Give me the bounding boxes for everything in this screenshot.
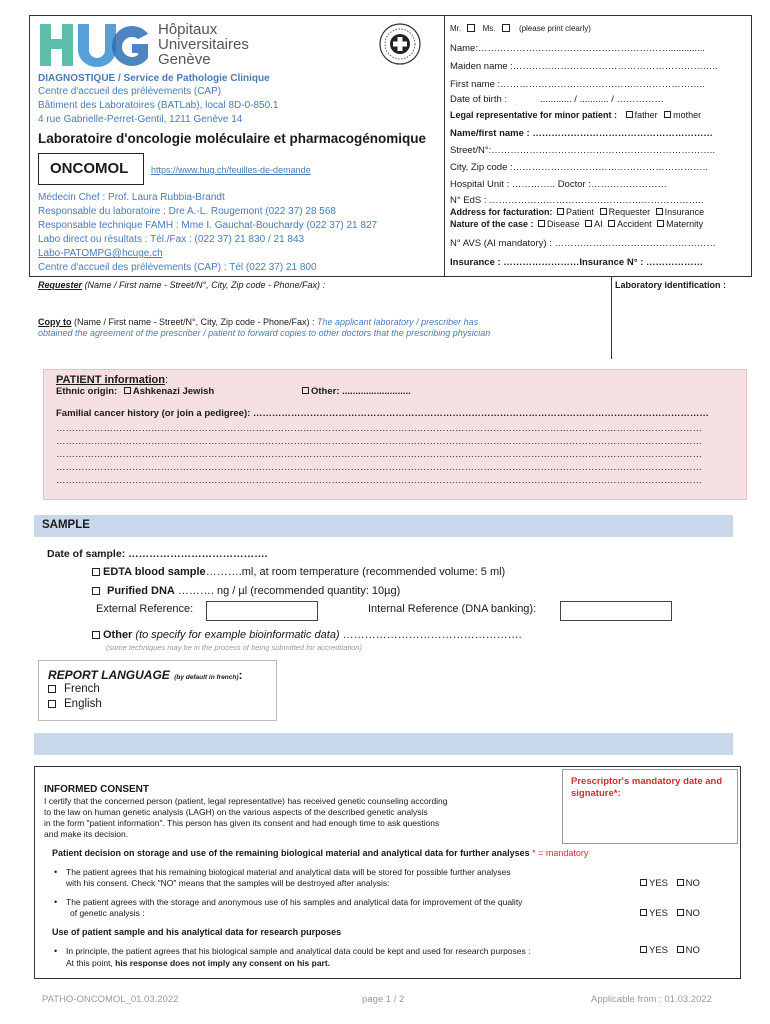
ms-label: Ms.: [482, 24, 496, 33]
other-origin-row: [302, 387, 411, 397]
eds-field[interactable]: N° EdS : …………………………………………………………..: [450, 195, 704, 206]
fact-requester-label: Requester: [608, 207, 651, 217]
resp-tech: Responsable technique FAMH : Mme I. Gauchat-Bouchardy (022 37) 21 827: [38, 220, 378, 231]
bullet: •: [54, 867, 58, 877]
decision-row: [52, 849, 588, 858]
facturation-row: [450, 208, 704, 217]
mr-checkbox[interactable]: [467, 24, 475, 32]
int-ref-label: Internal Reference (DNA banking):: [368, 603, 537, 615]
other-sample-checkbox[interactable]: [92, 631, 100, 639]
other-sample-label: Other: [103, 629, 133, 641]
print-note: (please print clearly): [518, 24, 591, 33]
bullet3-line2: [66, 959, 330, 968]
resp-lab: Responsable du laboratoire : Dre A.-L. Rougemont (022 37) 28 568: [38, 206, 336, 217]
dna-checkbox[interactable]: [92, 587, 100, 595]
english-option: [48, 699, 102, 711]
ms-checkbox[interactable]: [502, 24, 510, 32]
accreditation-note: (some techniques may be in the process of being submitted for accreditation): [106, 643, 362, 652]
no-label: NO: [685, 908, 700, 919]
footer-center: page 1 / 2: [362, 994, 405, 1005]
no-label: NO: [685, 878, 700, 889]
other-sample-text: (to specify for example bioinformatic data): [132, 629, 340, 641]
english-checkbox[interactable]: [48, 700, 56, 708]
address-line-3: 4 rue Gabrielle-Perret-Gentil, 1211 Genève 14: [38, 114, 243, 125]
dot-line[interactable]: ……………………………………………………………………………………………………………………………………………………………………………………: [56, 475, 702, 486]
other-origin-field[interactable]: Other: ..........................: [311, 386, 411, 397]
maiden-name-field[interactable]: Maiden name :………………………………………………………..: [450, 61, 718, 72]
copy-note-1: The applicant laboratory / prescriber has: [317, 317, 479, 327]
bullet2-choice: [640, 909, 700, 919]
familial-history-block: [56, 409, 736, 489]
bullet2-line2: of genetic analysis :: [70, 908, 145, 918]
copy-note-2: obtained the agreement of the prescriber / patient to forward copies to other doctors that the prescribing physician: [38, 328, 491, 338]
consent-p3: in the form "patient information". This person has given its consent and had enough time to ask questions: [44, 818, 440, 828]
ethnic-label: Ethnic origin:: [56, 386, 118, 397]
familial-history-field[interactable]: Familial cancer history (or join a pedigree): ………………………………………………………………………………………………………………………………: [56, 409, 709, 419]
case-ai-label: AI: [594, 219, 603, 229]
report-default-note: (by default in french): [174, 674, 239, 681]
copy-to-label: Copy to: [38, 317, 72, 327]
fact-patient-checkbox[interactable]: [557, 208, 564, 215]
mr-label: Mr.: [450, 24, 462, 33]
bullet: •: [54, 946, 58, 956]
research-title: Use of patient sample and his analytical data for research purposes: [52, 927, 342, 937]
hospital-name-1: Hôpitaux: [158, 21, 218, 38]
case-disease-label: Disease: [547, 219, 580, 229]
sample-header: SAMPLE: [42, 519, 90, 531]
edta-label: EDTA blood sample: [103, 566, 206, 578]
footer-right: Applicable from : 01.03.2022: [591, 994, 712, 1005]
case-maternity-checkbox[interactable]: [657, 220, 664, 227]
requester-row: [38, 281, 325, 290]
case-label: Nature of the case :: [450, 219, 534, 229]
address-line-1: Centre d'accueil des prélèvements (CAP): [38, 86, 222, 97]
copy-to-text: (Name / First name - Street/N°, City, Zip code - Phone/Fax) :: [71, 317, 318, 327]
ethnic-row: [56, 387, 214, 397]
blank-bar: [34, 733, 733, 755]
report-language-title: REPORT LANGUAGE: [48, 668, 170, 682]
patient-info-colon: :: [164, 374, 169, 386]
hug-logo: [40, 22, 150, 68]
mother-checkbox[interactable]: [664, 111, 671, 118]
ashkenazi-label: Ashkenazi Jewish: [132, 386, 215, 397]
report-language-heading: [48, 667, 243, 683]
fact-insurance-label: Insurance: [664, 207, 705, 217]
case-ai-checkbox[interactable]: [585, 220, 592, 227]
mother-label: mother: [673, 110, 702, 120]
bullet3-line1: In principle, the patient agrees that his biological sample and analytical data could be kept and used for research purposes :: [66, 946, 531, 956]
fact-requester-checkbox[interactable]: [600, 208, 607, 215]
yes-label: YES: [649, 878, 669, 889]
dot-line[interactable]: ……………………………………………………………………………………………………………………………………………………………………………………: [56, 462, 702, 473]
email-link[interactable]: Labo-PATOMPG@hcuge.ch: [38, 248, 163, 259]
dob-field[interactable]: ............ / ........... / ……………: [540, 94, 665, 105]
bullet2-line1: The patient agrees with the storage and anonymous use of his samples and analytical data for improvement of the quality: [66, 897, 523, 907]
legal-rep-row: [450, 111, 701, 120]
father-label: father: [634, 110, 658, 120]
sample-header-bar: [34, 515, 733, 537]
case-disease-checkbox[interactable]: [538, 220, 545, 227]
facturation-label: Address for facturation:: [450, 207, 553, 217]
dob-label: Date of birth :: [450, 94, 508, 105]
case-accident-checkbox[interactable]: [608, 220, 615, 227]
prescriptor-label-1: Prescriptor's mandatory date and: [571, 776, 723, 787]
bullet3-bold: his response does not imply any consent on his part.: [115, 958, 331, 968]
street-field[interactable]: Street/N°:……………………………………………………………..: [450, 145, 716, 156]
requester-divider: [611, 277, 612, 359]
other-sample-field[interactable]: ………………………………………….: [339, 629, 522, 641]
requester-text: (Name / First name - Street/N°, City, Zip code - Phone/Fax) :: [82, 280, 326, 290]
avs-field[interactable]: N° AVS (AI mandatory) : ……………………………………………: [450, 238, 716, 249]
name-first-field[interactable]: Name/first name : …………………………………………………: [450, 128, 713, 139]
sample-date-field[interactable]: Date of sample: ………………………………….: [47, 548, 268, 560]
research-no-checkbox[interactable]: [677, 946, 684, 953]
cap-tel: Centre d'accueil des prélèvements (CAP) : Tél (022 37) 21 800: [38, 262, 317, 273]
oncomol-label: ONCOMOL: [50, 160, 129, 177]
city-field[interactable]: City, Zip code :……………………………………………………..: [450, 162, 708, 173]
requester-label: Requester: [38, 280, 83, 290]
case-maternity-label: Maternity: [666, 219, 704, 229]
patient-info-title: PATIENT information: [56, 374, 165, 386]
request-forms-link[interactable]: https://www.hug.ch/feuilles-de-demande: [151, 165, 311, 175]
bullet1-line1: The patient agrees that his remaining biological material and analytical data will be stored for possible further analyses: [66, 867, 511, 877]
ext-ref-label: External Reference:: [96, 603, 194, 615]
bullet: •: [54, 897, 58, 907]
swiss-cross-seal-icon: [378, 22, 422, 66]
case-row: [450, 220, 703, 229]
first-name-field[interactable]: First name :………………………………………………………..: [450, 79, 705, 90]
dna-label: Purified DNA: [107, 585, 175, 597]
hospital-unit-field[interactable]: Hospital Unit : ………….. Doctor :……………………: [450, 179, 667, 190]
ashkenazi-checkbox[interactable]: [124, 387, 131, 394]
consent-title: INFORMED CONSENT: [44, 784, 149, 795]
report-colon: :: [238, 668, 243, 682]
yes-label: YES: [649, 945, 669, 956]
bullet1-choice: [640, 879, 700, 889]
quality-no-checkbox[interactable]: [677, 909, 684, 916]
patient-info-heading: [56, 375, 168, 386]
dot-line[interactable]: ……………………………………………………………………………………………………………………………………………………………………………………: [56, 449, 702, 460]
decision-title: Patient decision on storage and use of the remaining biological material and analytical data for further analyses: [52, 848, 530, 858]
storage-no-checkbox[interactable]: [677, 879, 684, 886]
english-label: English: [64, 698, 102, 710]
consent-p1: I certify that the concerned person (patient, legal representative) has received genetic counseling according: [44, 796, 448, 806]
dot-line[interactable]: ……………………………………………………………………………………………………………………………………………………………………………………: [56, 436, 702, 447]
research-yes-checkbox[interactable]: [640, 946, 647, 953]
chief: Médecin Chef : Prof. Laura Rubbia-Brandt: [38, 192, 225, 203]
dot-line[interactable]: ……………………………………………………………………………………………………………………………………………………………………………………: [56, 423, 702, 434]
header-divider: [444, 15, 445, 277]
storage-yes-checkbox[interactable]: [640, 879, 647, 886]
lab-title: Laboratoire d'oncologie moléculaire et pharmacogénomique: [38, 131, 427, 146]
footer-left: PATHO-ONCOMOL_01.03.2022: [42, 994, 179, 1005]
bullet1-line2: with his consent. Check "NO" means that the samples will be destroyed after analysis:: [66, 878, 390, 888]
edta-row: [92, 567, 505, 578]
no-label: NO: [685, 945, 700, 956]
insurance-field[interactable]: Insurance : ……………………Insurance N° : ………………: [450, 257, 703, 268]
int-ref-input[interactable]: [560, 601, 672, 621]
name-field[interactable]: Name:……………………………………………………..............: [450, 43, 705, 54]
yes-label: YES: [649, 908, 669, 919]
edta-text[interactable]: ……….ml, at room temperature (recommended volume: 5 ml): [205, 566, 506, 578]
father-checkbox[interactable]: [626, 111, 633, 118]
french-option: [48, 684, 100, 696]
address-line-2: Bâtiment des Laboratoires (BATLab), local 8D-0-850.1: [38, 100, 279, 111]
dna-row: [92, 586, 400, 597]
consent-p2: to the law on human genetic analysis (LAGH) on the various aspects of the described genetic analysis: [44, 807, 428, 817]
case-accident-label: Accident: [617, 219, 652, 229]
other-origin-checkbox[interactable]: [302, 387, 309, 394]
direct-contact: Labo direct ou résultats : Tél./Fax : (022 37) 21 830 / 21 843: [38, 234, 305, 245]
quality-yes-checkbox[interactable]: [640, 909, 647, 916]
title-row: [450, 24, 591, 33]
other-sample-row: [92, 630, 522, 641]
dna-text[interactable]: ………. ng / µl (recommended quantity: 10µg): [174, 585, 401, 597]
prescriptor-label-2: signature*:: [571, 788, 621, 799]
bullet3-choice: [640, 946, 700, 956]
service-title: DIAGNOSTIQUE / Service de Pathologie Clinique: [38, 73, 270, 84]
hospital-name-3: Genève: [158, 51, 211, 68]
bullet3-prefix: At this point,: [66, 958, 116, 968]
fact-patient-label: Patient: [566, 207, 595, 217]
ext-ref-input[interactable]: [206, 601, 318, 621]
legal-rep-label: Legal representative for minor patient :: [450, 110, 618, 120]
fact-insurance-checkbox[interactable]: [656, 208, 663, 215]
mandatory-note: * = mandatory: [529, 848, 589, 858]
hospital-name-2: Universitaires: [158, 36, 249, 53]
copy-to-row: [38, 318, 478, 327]
edta-checkbox[interactable]: [92, 568, 100, 576]
french-checkbox[interactable]: [48, 685, 56, 693]
consent-p4: and make its decision.: [44, 829, 129, 839]
french-label: French: [64, 683, 100, 695]
lab-id-label: Laboratory identification :: [615, 280, 727, 290]
